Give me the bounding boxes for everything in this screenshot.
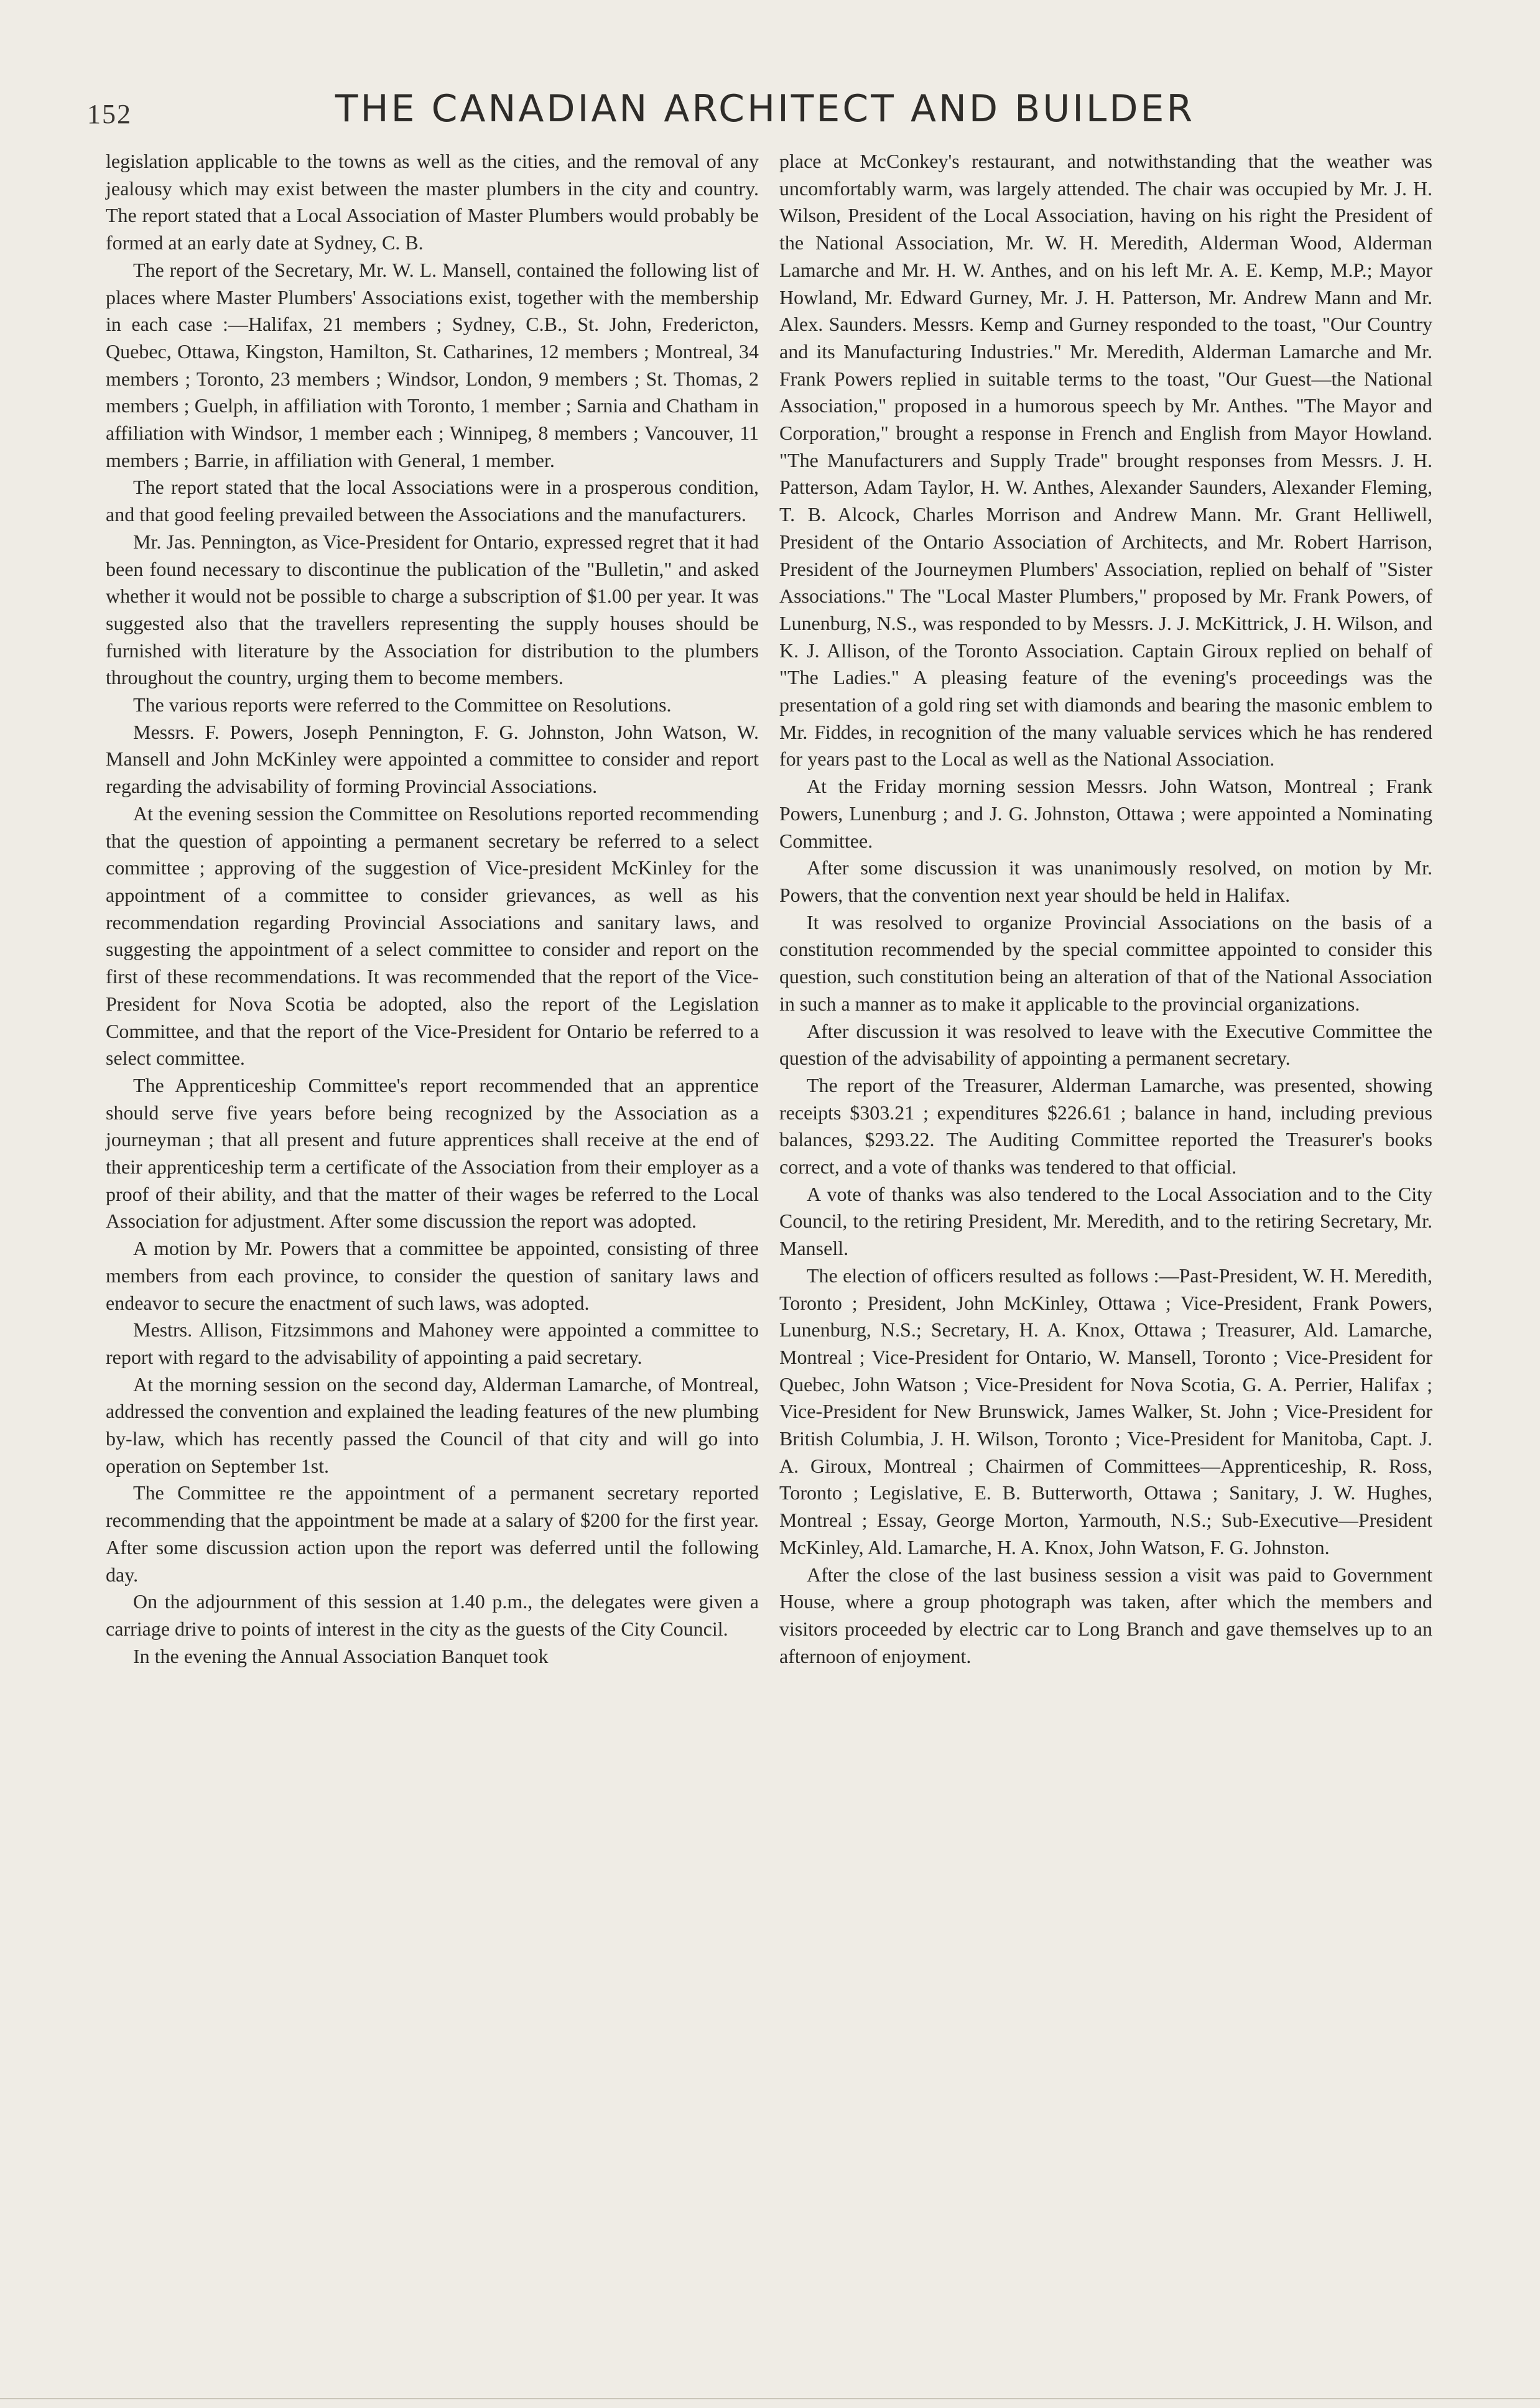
paragraph: In the evening the Annual Association Banquet took	[133, 1644, 549, 1667]
paragraph: The Committee re the appointment of a permanent secretary reported recommending that the appointment be made at a salary of $200 for the first year. After some discussion action upon the report was deferred until the following day.	[106, 1481, 759, 1586]
paragraph: At the morning session on the second day, Alderman Lamarche, of Montreal, addressed the convention and explained the leading features of the new plumbing by-law, which has recently passed the Council of that city and will go into operation on September 1st.	[106, 1373, 759, 1477]
page-edge-line	[0, 2398, 1540, 2399]
page-header	[87, 87, 1443, 143]
paragraph: After the close of the last business session a visit was paid to Government House, where a group photograph was taken, after which the members and visitors proceeded by electric car to Long Branch and gave themselves up to an afternoon of enjoyment.	[779, 1563, 1432, 1667]
paragraph: Mestrs. Allison, Fitzsimmons and Mahoney were appointed a committee to report with regard to the advisability of appointing a paid secretary.	[106, 1318, 759, 1368]
paragraph: On the adjournment of this session at 1.40 p.m., the delegates were given a carriage drive to points of interest in the city as the guests of the City Council.	[106, 1590, 759, 1640]
paragraph: At the Friday morning session Messrs. John Watson, Montreal ; Frank Powers, Lunenburg ; and J. G. Johnston, Ottawa ; were appointed a Nominating Committee.	[779, 775, 1432, 852]
paragraph: Messrs. F. Powers, Joseph Pennington, F. G. Johnston, John Watson, W. Mansell and John McKinley were appointed a committee to consider and report regarding the advisability of forming Provincial Associations.	[106, 720, 759, 798]
page-number: 152	[87, 99, 132, 129]
paragraph: Mr. Jas. Pennington, as Vice-President for Ontario, expressed regret that it had been found necessary to discontinue the publication of the "Bulletin," and asked whether it would not be possible to charge a subscription of $1.00 per year. It was suggested also that the travellers representing the supply houses should be furnished with literature by the Association for distribution to the plumbers throughout the country, urging them to become members.	[106, 530, 759, 689]
paragraph: place at McConkey's restaurant, and notwithstanding that the weather was uncomfortably warm, was largely attended. The chair was occupied by Mr. J. H. Wilson, President of the Local Association, having on his right the President of the National Association, Mr. W. H. Meredith, Alderman Wood, Alderman Lamarche and Mr. H. W. Anthes, and on his left Mr. A. E. Kemp, M.P.; Mayor Howland, Mr. Edward Gurney, Mr. J. H. Patterson, Mr. Andrew Mann and Mr. Alex. Saunders. Messrs. Kemp and Gurney responded to the toast, "Our Country and its Manufacturing Industries." Mr. Meredith, Alderman Lamarche and Mr. Frank Powers replied in suitable terms to the toast, "Our Guest—the National Association," proposed in a humorous speech by Mr. Anthes. "The Mayor and Corporation," brought a response in French and English from Mayor Howland. "The Manufacturers and Supply Trade" brought responses from Messrs. J. H. Patterson, Adam Taylor, H. W. Anthes, Alexander Saunders, Alexander Fleming, T. B. Alcock, Charles Morrison and Andrew Mann. Mr. Grant Helliwell, President of the Ontario Association of Architects, and Mr. Robert Harrison, President of the Journeymen Plumbers' Association, replied on behalf of "Sister Associations." The "Local Master Plumbers," proposed by Mr. Frank Powers, of Lunenburg, N.S., was responded to by Messrs. J. J. McKittrick, J. H. Wilson, and K. J. Allison, of the Toronto Association. Captain Giroux replied on behalf of "The Ladies." A pleasing feature of the evening's proceedings was the presentation of a gold ring set with diamonds and bearing the masonic emblem to Mr. Fiddes, in recognition of the many valuable services which he has rendered for years past to the Local as well as the National Association.	[779, 150, 1432, 771]
paragraph: legislation applicable to the towns as well as the cities, and the removal of any jealousy which may exist between the master plumbers in the city and country. The report stated that a Local Association of Master Plumbers would probably be formed at an early date at Sydney, C. B.	[106, 150, 759, 254]
paragraph: The election of officers resulted as follows :—Past-President, W. H. Meredith, Toronto ; President, John McKinley, Ottawa ; Vice-President, Frank Powers, Lunenburg, N.S.; Secretary, H. A. Knox, Ottawa ; Treasurer, Ald. Lamarche, Montreal ; Vice-President for Ontario, W. Mansell, Toronto ; Vice-President for Quebec, John Watson ; Vice-President for Nova Scotia, G. A. Perrier, Halifax ; Vice-President for New Brunswick, James Walker, St. John ; Vice-President for British Columbia, J. H. Wilson, Toronto ; Vice-President for Manitoba, Capt. J. A. Giroux, Montreal ; Chairmen of Committees—Apprenticeship, R. Ross, Toronto ; Legislative, E. B. Butterworth, Ottawa ; Sanitary, J. W. Hughes, Montreal ; Essay, George Morton, Yarmouth, N.S.; Sub-Executive—President McKinley, Ald. Lamarche, H. A. Knox, John Watson, F. G. Johnston.	[779, 1264, 1432, 1558]
paragraph: It was resolved to organize Provincial Associations on the basis of a constitution recommended by the special committee appointed to consider this question, such constitution being an alteration of that of the National Association in such a manner as to make it applicable to the provincial organizations.	[779, 910, 1432, 1015]
paragraph: A vote of thanks was also tendered to the Local Association and to the City Council, to the retiring President, Mr. Meredith, and to the retiring Secretary, Mr. Mansell.	[779, 1182, 1432, 1260]
paragraph: A motion by Mr. Powers that a committee be appointed, consisting of three members from each province, to consider the question of sanitary laws and endeavor to secure the enactment of such laws, was adopted.	[106, 1237, 759, 1314]
paragraph: The Apprenticeship Committee's report recommended that an apprentice should serve five years before being recognized by the Association as a journeyman ; that all present and future apprentices shall receive at the end of their apprenticeship term a certificate of the Association from their employer as a proof of their ability, and that the matter of their wages be referred to the Local Association for adjustment. After some discussion the report was adopted.	[106, 1073, 759, 1233]
left-column	[106, 148, 759, 1670]
paragraph: The various reports were referred to the Committee on Resolutions.	[133, 693, 672, 716]
paragraph: The report of the Secretary, Mr. W. L. Mansell, contained the following list of places where Master Plumbers' Associations exist, together with the membership in each case :—Halifax, 21 members ; Sydney, C.B., St. John, Fredericton, Quebec, Ottawa, Kingston, Hamilton, St. Catharines, 12 members ; Montreal, 34 members ; Toronto, 23 members ; Windsor, London, 9 members ; St. Thomas, 2 members ; Guelph, in affiliation with Toronto, 1 member ; Sarnia and Chatham in affiliation with Windsor, 1 member each ; Winnipeg, 8 members ; Vancouver, 11 members ; Barrie, in affiliation with General, 1 member.	[106, 258, 759, 471]
paragraph: After discussion it was resolved to leave with the Executive Committee the question of the advisability of appointing a permanent secretary.	[779, 1019, 1432, 1070]
paragraph: After some discussion it was unanimously resolved, on motion by Mr. Powers, that the convention next year should be held in Halifax.	[779, 856, 1432, 906]
masthead-title: THE CANADIAN ARCHITECT AND BUILDER	[335, 87, 1195, 131]
right-column	[779, 148, 1432, 1670]
paragraph: The report of the Treasurer, Alderman Lamarche, was presented, showing receipts $303.21 ; expenditures $226.61 ; balance in hand, including previous balances, $293.22. The Auditing Committee reported the Treasurer's books correct, and a vote of thanks was tendered to that official.	[779, 1073, 1432, 1179]
paragraph: At the evening session the Committee on Resolutions reported recommending that the question of appointing a permanent secretary be referred to a select committee ; approving of the suggestion of Vice-president McKinley for the appointment of a committee to consider grievances, as well as his recommendation regarding Provincial Associations and sanitary laws, and suggesting the appointment of a select committee to consider and report on the first of these recommendations. It was recommended that the report of the Vice-President for Nova Scotia be adopted, also the report of the Legislation Committee, and that the report of the Vice-President for Ontario be referred to a select committee.	[106, 802, 759, 1070]
paragraph: The report stated that the local Associations were in a prosperous condition, and that good feeling prevailed between the Associations and the manufacturers.	[106, 476, 759, 526]
